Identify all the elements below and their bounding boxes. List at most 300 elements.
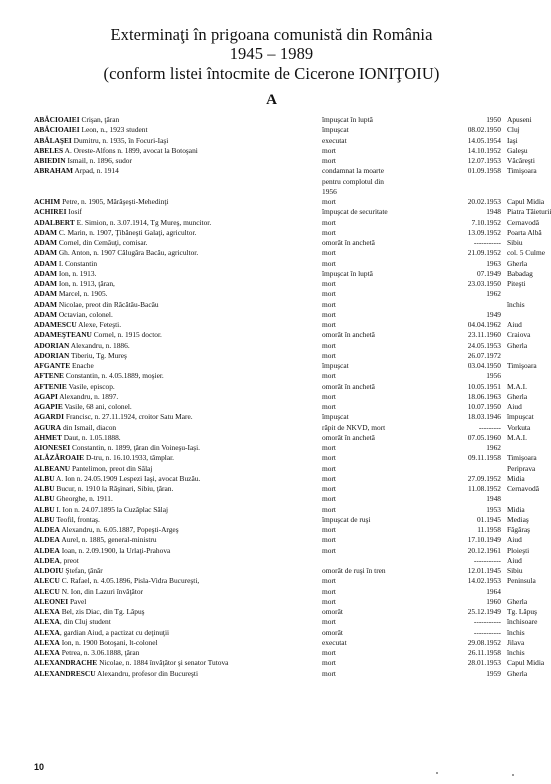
entry-row (0, 628, 543, 638)
entry-details: Alexe, Feteşti. (76, 320, 122, 329)
entry-place: Poarta Albă (507, 227, 542, 237)
document-title-line-3: (conform listei întocmite de Cicerone IONIŢOIU) (103, 64, 440, 83)
entry-date: 26.11.1958 (468, 648, 501, 657)
entry-details: Vasile, 68 ani, colonel. (62, 402, 132, 411)
entry-details: A. Ion n. 24.05.1909 Lespezi Iaşi, avocat Buzău. (54, 473, 201, 483)
entry-date: 23.11.1960 (468, 330, 501, 340)
scan-speck (436, 772, 438, 774)
entry-details: Ion, n. 1900 Botoşani, lt-colonel (59, 637, 158, 647)
entry-place: Craiova (507, 330, 531, 340)
entry-fate: mort (322, 463, 336, 473)
entry-row (0, 648, 543, 658)
entry-details: Vasile, episcop. (66, 381, 115, 391)
entry-details: Teofil, frontaş. (54, 514, 100, 524)
entry-surname: ACHIM (34, 197, 61, 206)
entry-surname: AFGANTE (34, 361, 71, 370)
entry-date: 01.09.1958 (467, 166, 501, 176)
entry-name (34, 207, 316, 217)
entry-surname: ABĂCIOAIEI (34, 115, 80, 124)
entry-fate: mort (322, 289, 336, 299)
entry-name (34, 166, 316, 176)
entry-date: 04.04.1962 (467, 320, 501, 329)
entry-place: Aiud (507, 320, 522, 329)
entry-row (0, 259, 543, 269)
entry-details: Dumitru, n. 1935, în Focuri-Iaşi (71, 135, 169, 145)
entry-name (34, 658, 316, 668)
entry-surname: ADAM (34, 279, 57, 288)
entry-date: 29.08.1952 (467, 637, 501, 647)
entry-name (34, 136, 316, 146)
entry-fate: răpit de NKVD, mort (322, 422, 386, 432)
entry-row (0, 669, 543, 679)
entry-row (0, 453, 543, 463)
entry-name (34, 197, 316, 207)
entry-details: Bucur, n. 1910 la Răşinari, Sibiu, ţăran. (54, 484, 174, 493)
entry-name (34, 515, 316, 525)
section-letter: A (266, 92, 277, 108)
entry-fate: mort (322, 320, 336, 329)
entry-fate: mort (322, 340, 336, 350)
entry-surname: ADALBERT (34, 217, 75, 227)
entry-name (34, 597, 316, 607)
entry-details: Tiberiu, Tg. Mureş (69, 350, 127, 360)
entry-place: închis (507, 299, 525, 309)
entry-surname: ADAM (34, 248, 57, 258)
entry-name (34, 320, 316, 330)
entry-details: Ion, n. 1913, ţăran, (57, 279, 115, 288)
entry-date: 03.04.1950 (467, 361, 501, 370)
entry-details: Nicolae, n. 1884 învăţător şi senator Tutova (97, 658, 229, 668)
entry-surname: ADAM (34, 299, 57, 309)
entry-row (0, 607, 543, 617)
entry-details: Petre, n. 1905, Mărăşeşti-Mehedinţi (60, 197, 169, 206)
entry-surname: ALEXA (34, 648, 60, 657)
entry-details: Petrea, n. 3.06.1888, ţăran (59, 648, 140, 657)
entry-surname: ADAM (34, 238, 57, 247)
entry-fate: mort (322, 145, 336, 155)
entry-row (0, 218, 543, 228)
entry-details: Daut, n. 1.05.1888. (61, 432, 121, 442)
entry-fate: mort (322, 473, 336, 483)
entry-row (0, 289, 543, 299)
entry-date: 20.02.1953 (467, 197, 501, 206)
entry-details: D-tru, n. 16.10.1933, tâmplar. (84, 453, 175, 463)
entry-name (34, 607, 316, 617)
entry-name (34, 115, 316, 125)
entry-surname: ACHIREI (34, 207, 67, 217)
entry-name (34, 638, 316, 648)
document-title-line-1: Exterminaţi în prigoana comunistă din România (110, 25, 433, 44)
entry-place: Capul Midia (507, 658, 545, 668)
entry-date: 23.03.1950 (467, 279, 501, 288)
entry-row (0, 443, 543, 453)
entry-date: 18.03.1946 (467, 412, 501, 422)
entry-surname: ALBEANU (34, 463, 71, 473)
entry-name (34, 433, 316, 443)
entry-surname: ALEXANDRESCU (34, 668, 96, 678)
entry-surname: ALECU (34, 576, 60, 586)
entry-surname: ALBU (34, 484, 55, 493)
entry-row (0, 412, 543, 422)
entry-surname: ALEXA (34, 617, 60, 627)
entry-place: Peninsula (507, 576, 536, 586)
entry-fate: mort (322, 258, 336, 268)
entry-name (34, 556, 316, 566)
entry-name (34, 412, 316, 422)
entry-name (34, 669, 316, 679)
entry-name (34, 371, 316, 381)
entry-surname: ALEXA (34, 637, 60, 647)
entry-details: Constantin, n. 1899, ţăran din Voineşu-Iaşi. (70, 443, 201, 452)
entry-fate: omorât în anchetă (322, 238, 375, 247)
entry-date: 26.07.1972 (467, 350, 501, 360)
entry-date: 10.07.1950 (467, 402, 501, 411)
entry-details: I. Constantin (57, 258, 98, 268)
entry-name (34, 464, 316, 474)
entry-place: M.A.I. (507, 432, 527, 442)
entry-name (34, 289, 316, 299)
entry-fate: omorât (322, 607, 343, 616)
entry-row (0, 515, 543, 525)
document-title-line-2: 1945 – 1989 (229, 44, 314, 63)
entry-name (34, 628, 316, 638)
entry-name (34, 525, 316, 535)
entry-row (0, 330, 543, 340)
entry-date: 1962 (486, 443, 501, 452)
entry-row (0, 361, 543, 371)
entry-date: 27.09.1952 (467, 473, 501, 483)
entry-name (34, 474, 316, 484)
entry-date: 1960 (486, 596, 501, 606)
entry-fate: mort (322, 525, 336, 534)
entry-surname: ALBU (34, 504, 55, 514)
entry-details: Marcel, n. 1905. (57, 289, 108, 299)
entry-surname: ABĂLAŞEI (34, 135, 72, 145)
scan-speck (512, 774, 514, 776)
entry-place: M.A.I. (507, 381, 527, 391)
entry-name (34, 587, 316, 597)
entry-row (0, 597, 543, 607)
entry-name (34, 402, 316, 412)
entry-date: 1964 (486, 586, 501, 596)
entry-date: 13.09.1952 (467, 227, 501, 237)
entry-date: 08.02.1950 (467, 125, 501, 135)
entry-name (34, 576, 316, 586)
entry-details: Constantin, n. 4.05.1889, moşier. (63, 371, 164, 381)
entry-surname: ADORIAN (34, 350, 70, 360)
entry-row (0, 638, 543, 648)
entry-surname: AGAPI (34, 391, 58, 401)
entry-surname: AFTENE (34, 371, 64, 381)
entry-name (34, 535, 316, 545)
entry-fate: mort (322, 299, 336, 309)
entry-fate: mort (322, 227, 336, 237)
entry-place: Babadag (507, 268, 533, 278)
entry-name (34, 617, 316, 627)
entry-name (34, 392, 316, 402)
entry-fate: mort (322, 350, 336, 360)
entry-details: E. Simion, n. 3.07.1914, Tg Mureş, muncitor. (74, 217, 212, 227)
entry-details: , preot (59, 555, 79, 565)
entry-name (34, 484, 316, 494)
entry-place: col. 5 Culme (507, 248, 545, 258)
entry-row (0, 658, 543, 668)
entry-surname: AFTENIE (34, 381, 67, 391)
entry-fate: pentru complotul din (322, 176, 384, 186)
entry-place: Văcăreşti (507, 156, 535, 165)
entry-list (0, 115, 551, 679)
entry-fate: omorât în anchetă (322, 432, 375, 442)
entry-details: , din Cluj student (59, 617, 111, 627)
entry-surname: ALDEA (34, 545, 60, 555)
entry-date: 1959 (486, 668, 501, 678)
entry-date: 20.12.1961 (467, 545, 501, 555)
entry-details: Ismail, n. 1896, sudor (65, 156, 132, 165)
entry-fate: mort (322, 453, 336, 463)
entry-fate: omorât de ruşi în tren (322, 566, 386, 575)
entry-row (0, 566, 543, 576)
entry-place: Gherla (507, 391, 528, 401)
page-number: 10 (34, 762, 45, 772)
entry-row (0, 484, 543, 494)
entry-details: Gheorghe, n. 1911. (54, 494, 113, 504)
entry-name (34, 300, 316, 310)
entry-row (0, 556, 543, 566)
entry-date: 28.01.1953 (467, 658, 501, 668)
entry-surname: ALBU (34, 473, 55, 483)
entry-details: Cornel, n. 1915 doctor. (91, 330, 162, 340)
entry-date: 24.05.1953 (467, 340, 501, 350)
entry-surname: ALEONEI (34, 596, 69, 606)
entry-surname: ALDEA (34, 525, 60, 534)
entry-row (0, 187, 543, 197)
entry-surname: ADAM (34, 268, 57, 278)
entry-date: 12.07.1953 (467, 156, 501, 165)
entry-fate: 1956 (322, 186, 337, 196)
entry-fate: mort (322, 391, 336, 401)
entry-details: Alexandru, n. 1886. (69, 340, 130, 350)
entry-surname: ADAM (34, 289, 57, 299)
entry-place: Timişoara (507, 453, 537, 463)
entry-place: închisoare (507, 617, 538, 627)
entry-date: ----------- (473, 617, 501, 627)
entry-surname: AGAPIE (34, 402, 63, 411)
entry-details: A. Oreste-Alfons n. 1899, avocat la Botoşani (63, 145, 198, 155)
entry-row (0, 197, 543, 207)
entry-place: Apuseni (507, 115, 532, 124)
entry-name (34, 382, 316, 392)
entry-row (0, 341, 543, 351)
entry-date: 14.10.1952 (467, 145, 501, 155)
entry-fate: împuşcat de ruşi (322, 514, 371, 524)
entry-name (34, 259, 316, 269)
entry-date: 1948 (486, 207, 501, 217)
entry-row (0, 402, 543, 412)
entry-fate: mort (322, 648, 336, 657)
entry-surname: ALDOIU (34, 566, 64, 575)
entry-place: Midia (507, 473, 525, 483)
entry-date: 12.01.1945 (467, 566, 501, 575)
entry-row (0, 464, 543, 474)
entry-row (0, 392, 543, 402)
entry-row (0, 238, 543, 248)
entry-details: Alexandru, n. 1897. (57, 391, 119, 401)
entry-date: 1962 (486, 289, 501, 299)
entry-date: 25.12.1949 (467, 607, 501, 616)
entry-row (0, 166, 543, 176)
entry-place: Gherla (507, 596, 528, 606)
entry-place: Aiud (507, 555, 522, 565)
entry-surname: ALECU (34, 586, 60, 596)
entry-details: Arpad, n. 1914 (73, 166, 119, 176)
entry-date: 1963 (486, 258, 501, 268)
entry-name (34, 228, 316, 238)
entry-fate: împuşcat de securitate (322, 207, 388, 217)
entry-name (34, 146, 316, 156)
entry-row (0, 248, 543, 258)
entry-details: Leon, n., 1923 student (79, 125, 148, 135)
entry-fate: împuşcat (322, 125, 349, 135)
entry-name (34, 566, 316, 576)
entry-name (34, 423, 316, 433)
entry-details: C. Rafael, n. 4.05.1896, Pisla-Vidra Bucureşti, (59, 576, 200, 586)
entry-row (0, 351, 543, 361)
entry-row (0, 310, 543, 320)
entry-date: 21.09.1952 (467, 248, 501, 258)
entry-fate: mort (322, 484, 336, 493)
entry-fate: mort (322, 248, 336, 258)
entry-fate: mort (322, 617, 336, 627)
entry-surname: ABIEDIN (34, 156, 66, 165)
entry-place: Piteşti (507, 279, 526, 288)
entry-details: Ion, n. 1913. (57, 268, 97, 278)
entry-name (34, 218, 316, 228)
entry-row (0, 269, 543, 279)
entry-row (0, 617, 543, 627)
entry-date: 14.05.1954 (467, 135, 501, 145)
entry-details: Ioan, n. 2.09.1900, la Urlaţi-Prahova (59, 545, 171, 555)
entry-name (34, 505, 316, 515)
entry-details: Ştefan, ţânăr (63, 566, 103, 575)
entry-fate: mort (322, 535, 336, 545)
entry-fate: împuşcat (322, 412, 349, 422)
entry-name (34, 310, 316, 320)
entry-fate: mort (322, 596, 336, 606)
entry-place: Galeşu (507, 145, 528, 155)
entry-place: Cluj (507, 125, 520, 135)
entry-place: Iaşi (507, 135, 518, 145)
entry-fate: mort (322, 545, 336, 555)
entry-date: --------- (478, 422, 501, 432)
entry-fate: mort (322, 504, 336, 514)
entry-date: 01.1945 (476, 514, 501, 524)
entry-place: închis (507, 648, 525, 657)
entry-name (34, 238, 316, 248)
entry-surname: AGARDI (34, 412, 64, 422)
entry-place: Cernavodă (507, 484, 540, 493)
entry-surname: ALDEA (34, 535, 60, 545)
entry-row (0, 228, 543, 238)
entry-row (0, 300, 543, 310)
entry-fate: mort (322, 576, 336, 586)
entry-name (34, 351, 316, 361)
entry-surname: ALEXA (34, 627, 60, 637)
entry-row (0, 423, 543, 433)
entry-row (0, 156, 543, 166)
entry-place: Periprava (507, 463, 536, 473)
entry-name (34, 269, 316, 279)
entry-surname: ABRAHAM (34, 166, 74, 176)
entry-details: Alexandru, n. 6.05.1887, Popeşti-Argeş (59, 525, 179, 534)
entry-row (0, 207, 551, 217)
entry-place: Midia (507, 504, 525, 514)
entry-details: Iosif (66, 207, 82, 217)
entry-surname: ADAM (34, 227, 57, 237)
entry-place: Făgăraş (507, 525, 530, 534)
entry-fate: mort (322, 668, 336, 678)
entry-surname: ALĂZĂROAIE (34, 453, 85, 463)
entry-surname: ADAM (34, 258, 57, 268)
entry-date: 09.11.1958 (468, 453, 501, 463)
entry-row (0, 525, 543, 535)
entry-fate: mort (322, 279, 336, 288)
entry-row (0, 535, 543, 545)
entry-date: 14.02.1953 (467, 576, 501, 586)
entry-name (34, 156, 316, 166)
entry-surname: ABĂCIOAIEI (34, 125, 80, 135)
entry-date: 11.08.1952 (468, 484, 501, 493)
entry-surname: ALBU (34, 494, 55, 504)
entry-fate: mort (322, 156, 336, 165)
entry-row (0, 177, 543, 187)
entry-fate: mort (322, 658, 336, 668)
entry-fate: mort (322, 443, 336, 452)
entry-place: Timişoara (507, 361, 537, 370)
entry-fate: executat (322, 135, 347, 145)
entry-fate: executat (322, 637, 347, 647)
entry-place: Sibiu (507, 238, 523, 247)
entry-details: N. Ion, din Lazuri învăţător (59, 586, 143, 596)
entry-name (34, 330, 316, 340)
entry-date: 1950 (486, 115, 501, 124)
entry-date: 17.10.1949 (467, 535, 501, 545)
entry-name (34, 125, 316, 135)
entry-fate: împuşcat în luptă (322, 115, 373, 124)
entry-name (34, 494, 316, 504)
entry-row (0, 505, 543, 515)
entry-surname: ADAMESCU (34, 320, 77, 329)
entry-surname: AHMET (34, 432, 62, 442)
entry-place: Tg. Lăpuş (507, 607, 537, 616)
entry-fate: mort (322, 197, 336, 206)
entry-details: Pantelimon, preot din Sălaj (70, 463, 153, 473)
entry-date: 07.05.1960 (467, 432, 501, 442)
entry-place: Sibiu (507, 566, 523, 575)
entry-date: 07.1949 (476, 268, 501, 278)
entry-row (0, 115, 543, 125)
entry-name (34, 187, 316, 197)
entry-details: Gh. Anton, n. 1907 Călugăra Bacău, agricultor. (57, 248, 199, 258)
entry-surname: AGURA (34, 422, 62, 432)
entry-details: Octavian, colonel. (57, 309, 113, 319)
entry-details: Aurel, n. 1885, general-ministru (59, 535, 157, 545)
entry-row (0, 546, 543, 556)
entry-row (0, 279, 543, 289)
entry-place: Aiud (507, 535, 522, 545)
entry-date: ----------- (473, 627, 501, 637)
entry-name (34, 648, 316, 658)
entry-fate: mort (322, 494, 336, 504)
